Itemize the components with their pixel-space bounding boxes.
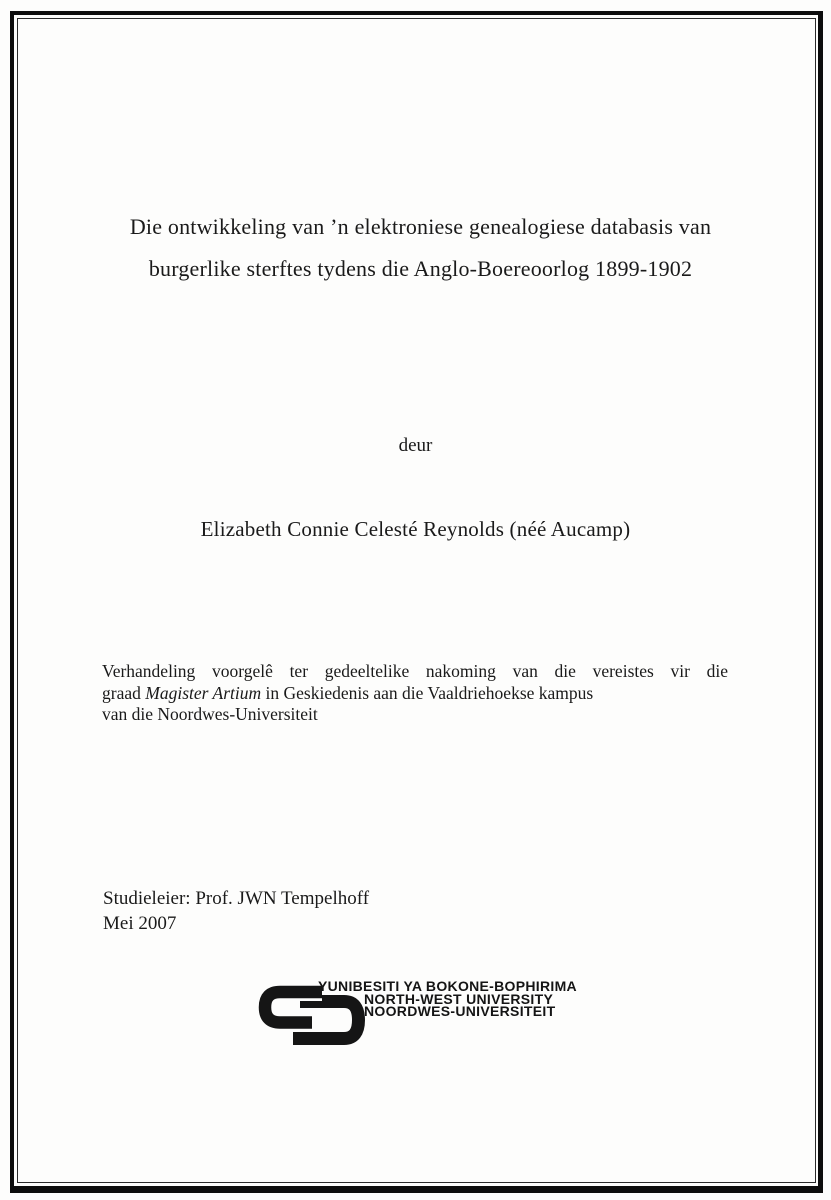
page-border-outer [10, 11, 823, 1193]
thesis-statement-line2 [102, 683, 728, 705]
thesis-statement-line2-prefix: graad [102, 682, 146, 703]
credits-block [103, 887, 369, 936]
logo-wordmark [318, 980, 577, 1018]
thesis-statement-line3: van die Noordwes-Universiteit [102, 704, 318, 725]
author-name: Elizabeth Connie Celesté Reynolds (néé Aucamp) [200, 517, 631, 541]
page-border-inner [17, 18, 816, 1183]
thesis-title [40, 206, 801, 290]
thesis-title-line1: Die ontwikkeling van ’n elektroniese genealogiese databasis van [129, 214, 712, 239]
supervisor-line: Studieleier: Prof. JWN Tempelhoff [103, 888, 370, 909]
thesis-statement-line1: Verhandeling voorgelê ter gedeeltelike nakoming van die vereistes vir die [102, 661, 728, 681]
logo-line-english: NORTH-WEST UNIVERSITY [364, 990, 554, 1007]
thesis-statement [102, 661, 728, 726]
degree-name: Magister Artium [145, 682, 262, 703]
logo-line-afrikaans: NOORDWES-UNIVERSITEIT [364, 1003, 556, 1020]
thesis-statement-line2-suffix: in Geskiedenis aan die Vaaldriehoekse kampus [261, 682, 594, 703]
logo-line-setswana: YUNIBESITI YA BOKONE-BOPHIRIMA [318, 978, 577, 994]
date-line: Mei 2007 [103, 912, 177, 934]
thesis-title-line2: burgerlike sterftes tydens die Anglo-Boereoorlog 1899-1902 [148, 256, 693, 281]
nwu-chainlink-logo-icon [258, 972, 370, 1054]
byline-label: deur [398, 435, 433, 456]
